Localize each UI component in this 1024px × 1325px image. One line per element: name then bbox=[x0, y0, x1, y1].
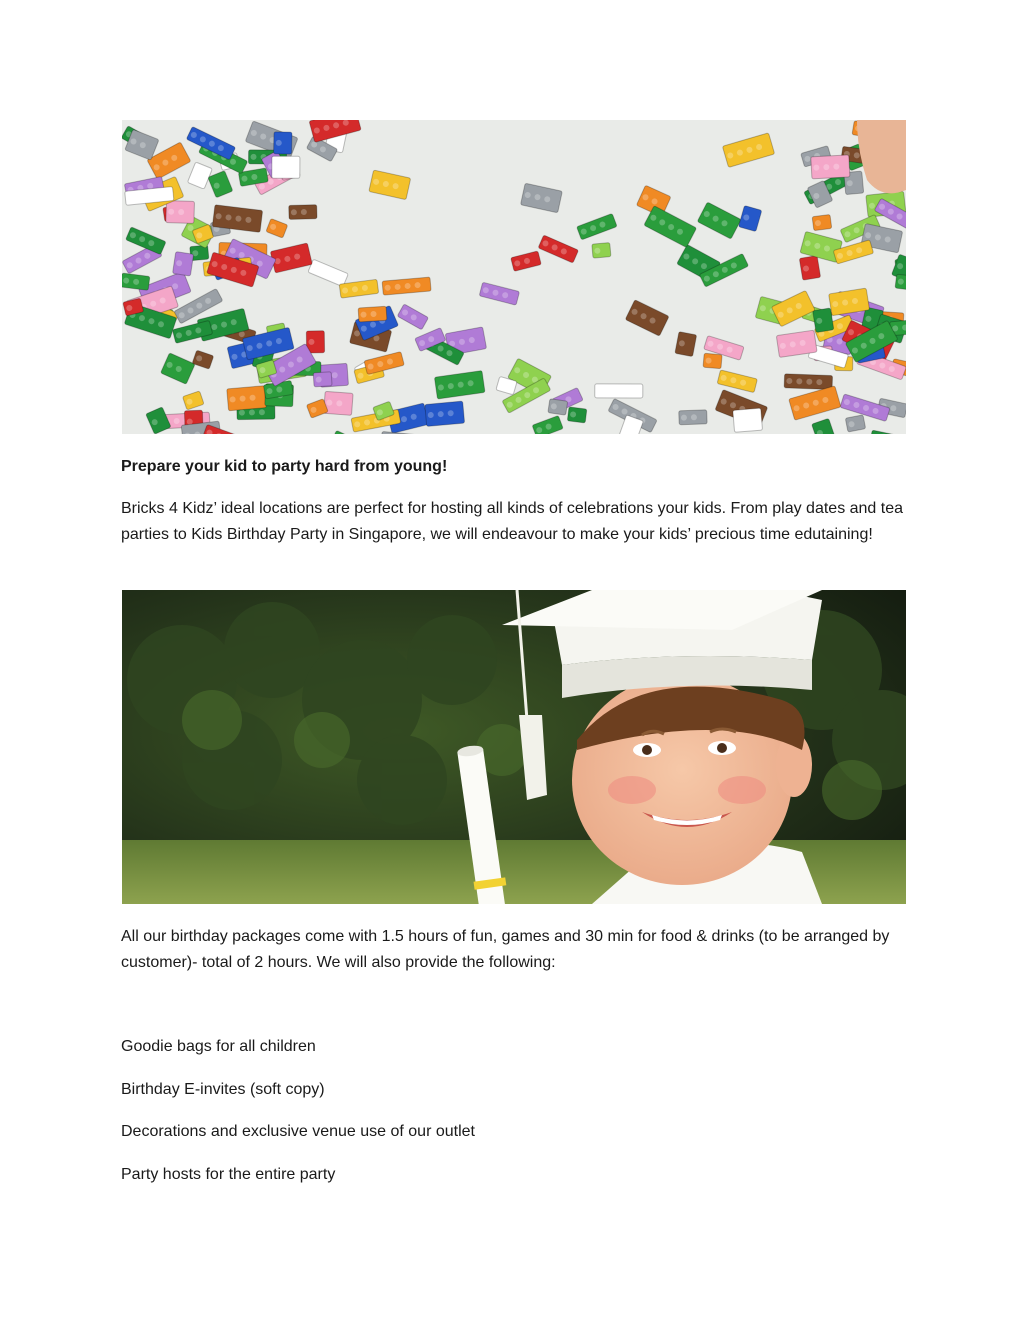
section-heading: Prepare your kid to party hard from young! bbox=[121, 458, 448, 475]
provision-item: Birthday E-invites (soft copy) bbox=[121, 1081, 325, 1098]
intro-paragraph: Bricks 4 Kidz’ ideal locations are perfect for hosting all kinds of celebrations your kids. From play dates and tea parties to Kids Birthday Party in Singapore, we will endeavour to make your kids’ precious time edutaining! bbox=[121, 500, 904, 543]
lego-bricks-photo bbox=[122, 120, 906, 434]
graduate-child-photo bbox=[122, 590, 906, 904]
graduate-child-illustration bbox=[122, 590, 906, 904]
packages-paragraph: All our birthday packages come with 1.5 hours of fun, games and 30 min for food & drinks (to be arranged by customer)- total of 2 hours. We will also provide the following: bbox=[121, 928, 890, 971]
provision-item: Party hosts for the entire party bbox=[121, 1166, 336, 1183]
provision-item: Goodie bags for all children bbox=[121, 1038, 316, 1055]
lego-bricks-illustration bbox=[122, 120, 906, 434]
provision-item: Decorations and exclusive venue use of our outlet bbox=[121, 1123, 475, 1140]
